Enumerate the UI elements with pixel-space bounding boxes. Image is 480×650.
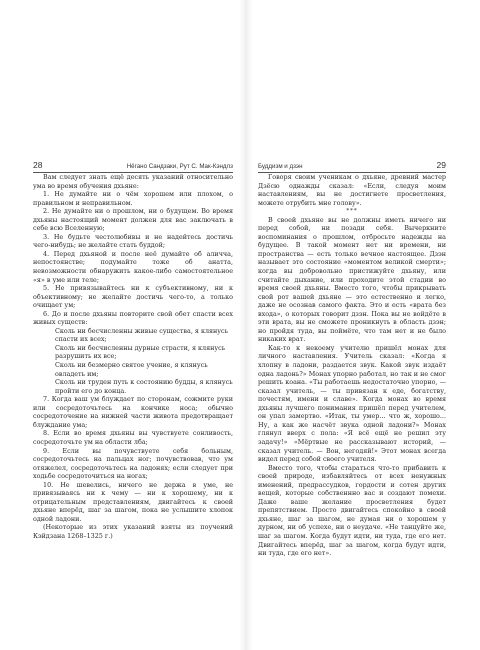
page-number: 29	[436, 160, 446, 170]
verse-line: Сколь ни бесчисленны живые существа, я клянусь спасти их всех;	[55, 326, 229, 344]
running-header: Буддизм и дзэн	[258, 163, 303, 170]
paragraph: (Некоторые из этих указаний взяты из поучений Кэйдзана 1268–1325 г.)	[33, 523, 233, 540]
verse-line: Сколь ни труден путь к состоянию будды, я клянусь пройти его до конца.	[55, 378, 233, 395]
paragraph: 10. Не шевелись, ничего не держа в уме, не привязываясь ни к чему — ни к хорошему, ни к отрицательным представлениям, двигайтесь к своей дхьяне вперёд, шаг за шагом, пока не услышите хлопок одной ладони.	[33, 480, 233, 523]
section-separator: ***	[346, 208, 358, 215]
paragraph: 7. Когда ваш ум блуждает по сторонам, сожмите руки или сосредоточьтесь на кончике носа; обычно сосредоточение на нижней части живота предотвращает блуждание ума;	[33, 395, 233, 429]
paragraph: Вместо того, чтобы стараться что-то прибавить к своей природе, избавляйтесь от всех ненужных именений, предрассудков, гордости и сотен других вещей, которые собственнно вас и создают помехи. Даже ваше желание просветления будет препятствием. Просто двигайтесь спокойно в своей дхьяне, шаг за шагом, не думая ни о хорошем у дурном, ни об успехе, ни о неудаче. «Не танцуйте же, шаг за шагом. Когда будут идти, ни туда, где его нет. Двигайтесь вперёд, шаг за шагом, когда будут идти, ни туда, где его нет».	[258, 463, 446, 558]
verse-line: Сколь ни безмерно святое учение, я клянусь овладеть им;	[55, 361, 208, 378]
page-gutter	[239, 0, 253, 650]
paragraph: Как-то к некоему учителю пришёл монах для личного наставления. Учитель сказал: «Когда я хлопну в ладони, раздается звук. Какой звук издаёт одна ладонь?» Монах упорно работал, но так и не смог решить коана. «Ты работаешь недостаточно упорно, — сказал учитель, — ты привязан к еде, богатству, почестям, имени и славе». Когда монах во время дхьяны лучшего понимания пришёл перед учителем, он упал замертво. «Итак, ты умер... что ж, хорошо... Ну, а как же насчёт звука одной ладони?» Монах глянул вверх с пола: «Я всё ещё не решил эту задачу!» «Мёртвые не рассказывают историй, — сказал учитель. — Вон, негодяй!» Этот монах всегда видел перед собой своего учителя.	[258, 343, 446, 464]
paragraph: 9. Если вы почувствуете себя больным, сосредоточьтесь на пальцах ног; почувствовав, что ум отяжелел, сосредоточьтесь на ладонях; если следует при ходьбе сосредоточиться на ногах;	[33, 446, 233, 481]
left-page-header	[33, 160, 233, 173]
paragraph: Вам следует знать ещё десять указаний относительно ума во время обучения дхьяне:	[33, 173, 233, 190]
paragraph: 2. Не думайте ни о прошлом, ни о будущем. Во время дхьяны настоящий момент должен для вас заключать в себе всю Вселенную;	[33, 207, 233, 233]
paragraph: 1. Не думайте ни о чём хорошем или плохом, о правильном и неправильном.	[33, 190, 233, 207]
paragraph: В своей дхьяне вы не должны иметь ничего ни перед собой, ни позади себя. Вычеркните воспоминания о прошлом, отбросьте надежды на будущее. В такой момент нет ни времени, ни пространства — есть только вечное настоящее. Дзэн называет это состояние «моментом великой смерти»; когда вы добровольно пристижуйте дхьяну, или считайте дыхание, или проходите этой стадии во время своей дхьяны. Вместо того, чтобы прикрывать свой рот вашей дхьяне — это естественно и легко, даже не осознав самого факта. Это и есть «врата без входа», о которых говорит дзэн. Пока вы не войдёте в эти врата, вы не сможете проникнуть в область дзэн; но пройдя туда, вы поймёте, что там нет и не было никаких врат.	[258, 215, 446, 344]
right-page-body	[258, 173, 446, 558]
verse-line: Сколь ни бесчисленны дурные страсти, я клянусь разрушить их все;	[55, 343, 226, 361]
paragraph: 5. Не привязывайтесь ни к субъективному, ни к объективному; не желайте достичь чего-то, а только очищает ум;	[33, 284, 233, 310]
paragraph: 3. Не будьте честолюбивы и не надейтесь достичь чего-нибудь; не желайте стать буддой;	[33, 232, 233, 250]
left-page-body	[33, 173, 233, 541]
paragraph: 8. Если во время дхьяны вы чувствуете сонливость, сосредоточьте ум на области лба;	[33, 429, 233, 446]
paragraph: 6. До и после дхьяны повторите свой обет спасти всех живых существ:	[33, 309, 233, 327]
page-number: 28	[33, 160, 43, 170]
running-header: Нёгано Сандзаки, Рут С. Мак-Кэндлз	[126, 163, 233, 170]
paragraph: 4. Перед дхьяной и после неё думайте об аличча, непостоянстве; подумайте тоже об анатта, невозможности обнаружить какое-либо самостоятельное «я» в уме или теле;	[33, 249, 233, 284]
paragraph: Говоря своим ученикам о дхьяне, древний мастер Дзёсю однажды сказал: «Если, следуя моим наставлениям, вы не достигнете просветления, можете отрубить мне голову».	[258, 173, 446, 207]
right-page-header	[258, 160, 446, 173]
